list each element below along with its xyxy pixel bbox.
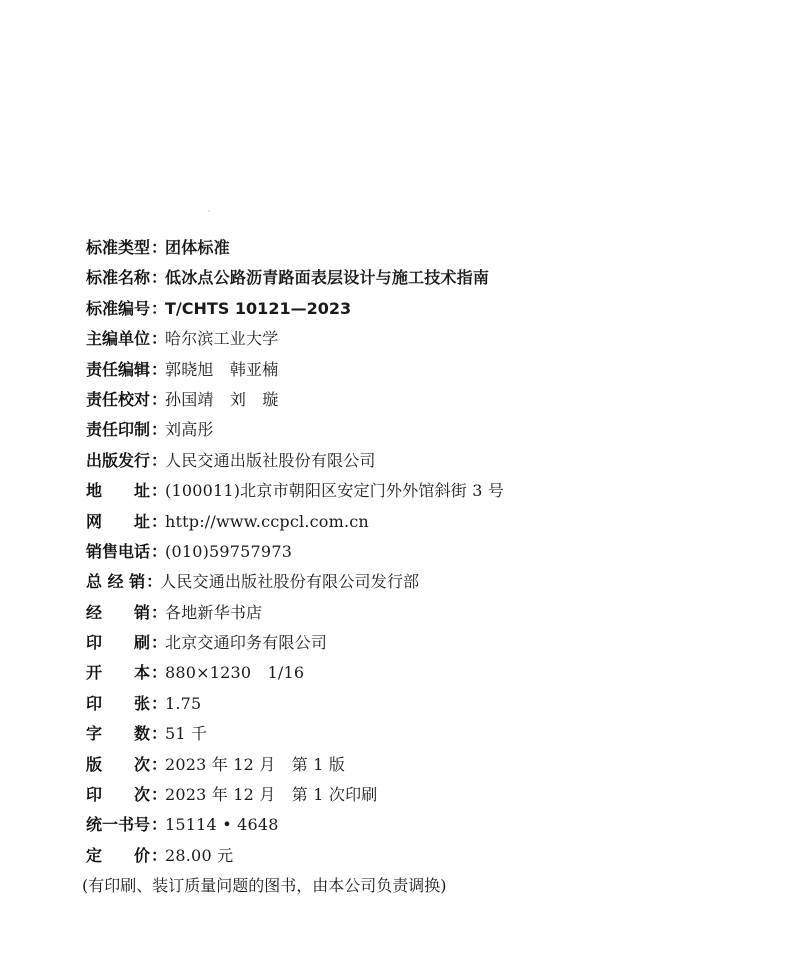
label-word-count: 字 数 [86,724,151,744]
quality-note: (有印刷、装订质量问题的图书，由本公司负责调换) [82,876,447,896]
label-standard-type: 标准类型 [86,238,151,257]
label-printer: 印 刷 [86,633,151,653]
value-distributor: 各地新华书店 [165,602,263,622]
row-proofreader [86,385,766,415]
value-publisher: 人民交通出版社股份有限公司 [165,450,376,470]
colon: ： [151,268,168,288]
value-edition: 2023 年 12 月 第 1 版 [165,754,346,774]
row-printed-sheets [86,689,766,719]
print-speck [208,210,210,212]
row-word-count [86,719,766,749]
row-address [86,476,766,506]
value-general-distributor: 人民交通出版社股份有限公司发行部 [160,572,420,592]
label-standard-name: 标准名称 [86,268,151,288]
value-price: 28.00 元 [165,845,234,865]
colon: ： [151,754,168,774]
label-edition: 版 次 [86,754,151,774]
row-standard-name [86,263,766,293]
row-printing [86,780,766,810]
colon: ： [151,329,168,349]
row-general-distributor [86,567,766,597]
label-proofreader: 责任校对 [86,389,151,409]
colon: ： [151,693,168,713]
row-sales-phone [86,537,766,567]
row-printer [86,628,766,658]
label-sales-phone: 销售电话 [86,541,151,561]
colon: ： [151,481,168,501]
value-chief-editor-unit: 哈尔滨工业大学 [165,329,279,349]
value-printer: 北京交通印务有限公司 [165,633,328,653]
value-print-supervisor: 刘高彤 [165,420,214,440]
row-distributor [86,598,766,628]
colon: ： [151,541,168,561]
colon: ： [151,663,168,683]
colon: ： [146,572,163,592]
colon: ： [151,724,168,744]
row-publisher [86,446,766,476]
row-edition [86,750,766,780]
label-print-supervisor: 责任印制 [86,420,151,440]
value-printing: 2023 年 12 月 第 1 次印刷 [165,785,378,805]
label-format: 开 本 [86,663,151,683]
row-standard-type [86,233,766,263]
colon: ： [151,298,168,318]
label-address: 地 址 [86,481,151,501]
label-distributor: 经 销 [86,602,151,622]
colon: ： [151,420,168,440]
label-responsible-editor: 责任编辑 [86,359,151,379]
colon: ： [151,602,168,622]
colon: ： [151,389,168,409]
colon: ： [151,450,168,470]
row-responsible-editor [86,355,766,385]
value-format: 880×1230 1/16 [165,663,305,683]
label-website: 网 址 [86,511,151,531]
label-general-distributor: 总 经 销 [86,572,146,592]
label-printing: 印 次 [86,785,151,805]
value-standard-name: 低冰点公路沥青路面表层设计与施工技术指南 [165,268,490,288]
colon: ： [151,359,168,379]
colon: ： [151,845,168,865]
colon: ： [151,785,168,805]
value-proofreader: 孙国靖 刘 璇 [165,389,279,409]
value-book-number: 15114 • 4648 [165,815,279,835]
row-price [86,841,766,871]
value-standard-number: T/CHTS 10121—2023 [165,298,352,318]
row-print-supervisor [86,415,766,445]
value-address: (100011)北京市朝阳区安定门外外馆斜街 3 号 [165,481,505,501]
label-publisher: 出版发行 [86,450,151,470]
value-sales-phone: (010)59757973 [165,541,293,561]
row-chief-editor-unit [86,324,766,354]
label-price: 定 价 [86,845,151,865]
label-book-number: 统一书号 [86,815,151,835]
colophon-block [82,233,766,902]
value-printed-sheets: 1.75 [165,693,202,713]
colon: ： [151,815,168,835]
row-quality-note [82,871,766,901]
value-responsible-editor: 郭晓旭 韩亚楠 [165,359,279,379]
row-website [86,507,766,537]
row-format [86,658,766,688]
colon: ： [151,633,168,653]
label-printed-sheets: 印 张 [86,693,151,713]
label-chief-editor-unit: 主编单位 [86,329,151,349]
colon: ： [151,511,168,531]
label-standard-number: 标准编号 [86,298,151,318]
row-book-number [86,810,766,840]
colon: ： [151,238,168,257]
row-standard-number [86,294,766,324]
value-standard-type: 团体标准 [165,238,230,257]
value-website: http://www.ccpcl.com.cn [165,511,369,531]
value-word-count: 51 千 [165,724,208,744]
